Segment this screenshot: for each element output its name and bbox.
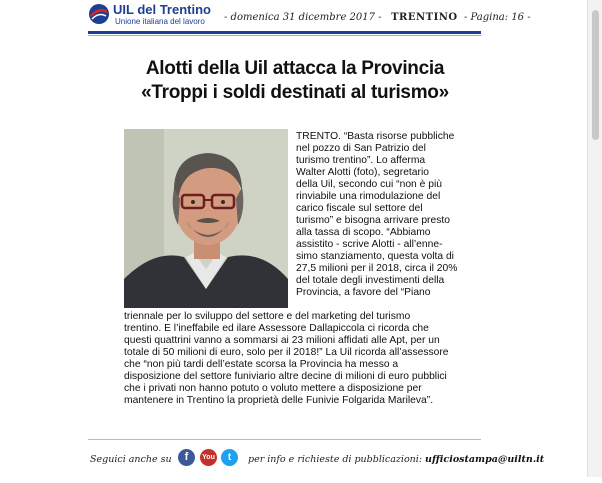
author-photo xyxy=(124,129,288,308)
article-line: alla tassa di scopo. “Abbiamo xyxy=(296,227,431,238)
contact-label: per info e richieste di pubblicazioni: xyxy=(248,454,423,465)
contact-info xyxy=(248,454,544,465)
twitter-icon[interactable]: t xyxy=(221,449,238,466)
article-column xyxy=(296,131,457,299)
follow-us-label: Seguici anche su xyxy=(90,454,172,465)
article-line: che “non più tardi dell’estate scorsa la Provincia ha messo a xyxy=(124,359,399,370)
article-line: assistito - scrive Alotti - all’enne- xyxy=(296,239,443,250)
page-header xyxy=(0,0,602,40)
article-line: nel pozzo di San Patrizio del xyxy=(296,143,426,154)
brand-name: UIL del Trentino xyxy=(113,2,211,17)
article-line: totale di 50 milioni di euro, solo per il 2018!” La Uil ricorda all’assessore xyxy=(124,347,449,358)
article-line: mantenere in Trentino la proprietà delle Funivie Folgarida Marileva”. xyxy=(124,395,434,406)
article-line: 27,5 milioni per il 2018, circa il 20% xyxy=(296,263,458,274)
newspaper-name: TRENTINO xyxy=(391,12,458,23)
header-rule-thin xyxy=(88,35,481,36)
youtube-icon[interactable]: You Tube xyxy=(200,449,217,466)
article-line: disposizione del settore funiviario altre decine di milioni di euro pubblici xyxy=(124,371,447,382)
footer-rule xyxy=(88,439,481,440)
brand-subtitle: Unione italiana del lavoro xyxy=(115,17,205,26)
article-line: della Uil, secondo cui “non è più xyxy=(296,179,442,190)
article-headline xyxy=(85,57,505,105)
article-line: TRENTO. “Basta risorse pubbliche xyxy=(296,131,455,142)
edition-date: - domenica 31 dicembre 2017 - xyxy=(224,12,382,23)
article-body xyxy=(124,311,449,407)
article-line: che i privati non hanno potuto o voluto mettere a disposizione per xyxy=(124,383,422,394)
uil-logo-icon xyxy=(88,3,110,25)
article-line: Provincia, a favore del “Piano xyxy=(296,287,431,298)
page-number: - Pagina: 16 - xyxy=(463,12,531,23)
article-line: questi quattrini vanno a sommarsi ai 23 milioni affidati alle Apt, per un xyxy=(124,335,440,346)
article-line: carico fiscale sul settore del xyxy=(296,203,423,214)
contact-email-link[interactable]: ufficiostampa@uiltn.it xyxy=(425,454,545,465)
header-rule xyxy=(88,31,481,34)
facebook-icon[interactable]: f xyxy=(178,449,195,466)
article-line: Walter Alotti (foto), segretario xyxy=(296,167,429,178)
article-line: turismo trentino”. Lo afferma xyxy=(296,155,426,166)
scrollbar-thumb[interactable] xyxy=(592,10,599,140)
portrait-illustration xyxy=(124,129,288,308)
edition-info xyxy=(224,12,531,23)
article-line: turismo” e bisogna arrivare presto xyxy=(296,215,450,226)
article-line: simo stanziamento, questa volta di xyxy=(296,251,454,262)
page-scrollbar[interactable] xyxy=(587,0,602,477)
article-line: triennale per lo sviluppo del settore e del marketing del turismo xyxy=(124,311,411,322)
article-line: del totale degli investimenti della xyxy=(296,275,445,286)
article-line: rinviabile una rimodulazione del xyxy=(296,191,441,202)
article-line: trentino. E l’ineffabile ed ilare Assessore Dallapiccola ci ricorda che xyxy=(124,323,429,334)
headline-line-1: Alotti della Uil attacca la Provincia xyxy=(145,58,445,79)
headline-line-2: «Troppi i soldi destinati al turismo» xyxy=(141,82,449,103)
